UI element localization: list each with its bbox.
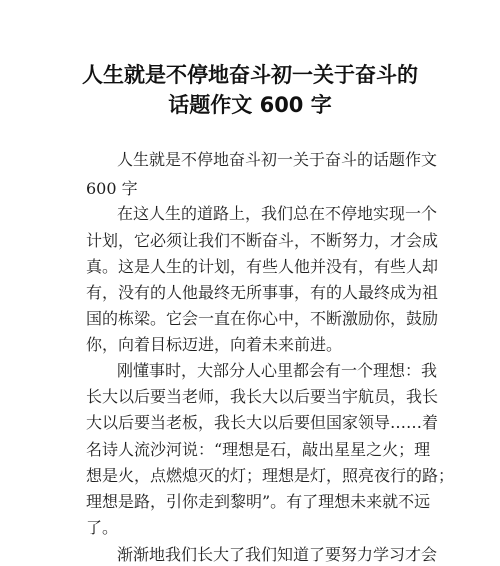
paragraph-line: 600 字 bbox=[86, 179, 138, 198]
paragraph-line: 想是火，点燃熄灭的灯；理想是灯，照亮夜行的路； bbox=[86, 466, 455, 485]
paragraph-line: 名诗人流沙河说：“理想是石，敲出星星之火；理 bbox=[86, 440, 431, 459]
paragraph-line: 你，向着目标迈进，向着未来前进。 bbox=[86, 335, 343, 354]
paragraph-line: 了。 bbox=[86, 518, 119, 537]
paragraph-line: 有，没有的人他最终无所事事，有的人最终成为祖 bbox=[86, 283, 439, 302]
paragraph-line: 在这人生的道路上，我们总在不停地实现一个 bbox=[117, 204, 438, 223]
document-title-line-2: 话题作文 600 字 bbox=[168, 93, 332, 117]
paragraph-line: 理想是路，引你走到黎明”。有了理想未来就不远 bbox=[86, 492, 431, 511]
paragraph-line: 计划，它必须让我们不断奋斗，不断努力，才会成 bbox=[86, 231, 439, 250]
paragraph-line: 渐渐地我们长大了我们知道了要努力学习才会 bbox=[117, 545, 438, 564]
paragraph-line: 长大以后要当老师，我长大以后要当宇航员，我长 bbox=[86, 387, 439, 406]
document-title-line-1: 人生就是不停地奋斗初一关于奋斗的 bbox=[82, 63, 418, 87]
paragraph-line: 国的栋梁。它会一直在你心中，不断激励你，鼓励 bbox=[86, 309, 439, 328]
paragraph-line: 人生就是不停地奋斗初一关于奋斗的话题作文 bbox=[117, 150, 438, 169]
paragraph-line: 真。这是人生的计划，有些人他并没有，有些人却 bbox=[86, 257, 439, 276]
paragraph-line: 大以后要当老板，我长大以后要但国家领导……着 bbox=[86, 413, 439, 432]
paragraph-line: 刚懂事时，大部分人心里都会有一个理想：我 bbox=[117, 361, 438, 380]
